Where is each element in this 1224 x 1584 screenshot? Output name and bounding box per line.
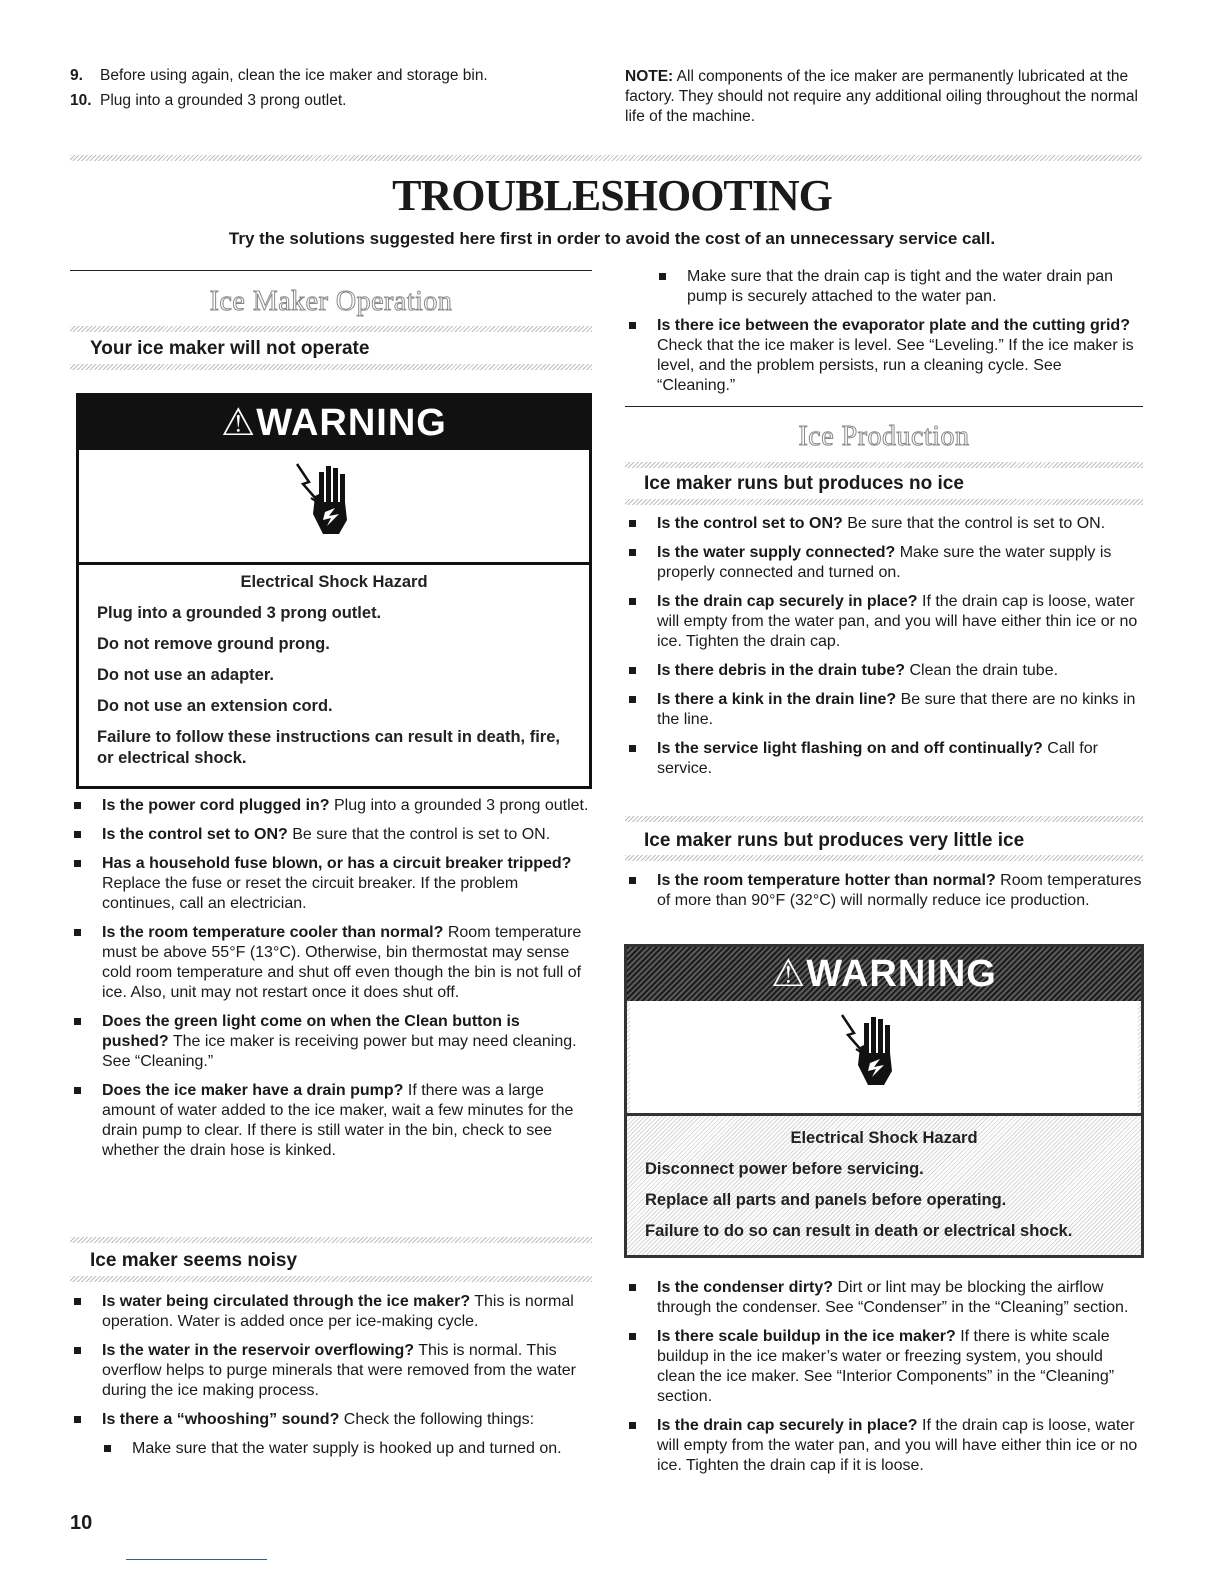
footer-rule bbox=[126, 1559, 267, 1560]
warning-line: Do not remove ground prong. bbox=[97, 635, 330, 653]
step-text: Before using again, clean the ice maker and storage bin. bbox=[100, 67, 488, 84]
note-text: All components of the ice maker are permanently lubricated at the factory. They should not require any additional oiling throughout the normal life of the machine. bbox=[625, 68, 1138, 125]
bullet-icon bbox=[74, 1087, 81, 1094]
heading-divider bbox=[70, 1276, 592, 1282]
note-paragraph bbox=[625, 67, 1145, 127]
condenser-checklist bbox=[625, 1278, 1143, 1485]
list-item: Is the service light flashing on and off continually? Call for service. bbox=[625, 739, 1143, 779]
list-item: Is there a “whooshing” sound? Check the following things: bbox=[70, 1410, 590, 1430]
warning-line: Plug into a grounded 3 prong outlet. bbox=[97, 604, 382, 622]
bullet-icon bbox=[74, 1018, 81, 1025]
list-item: Is water being circulated through the ice maker? This is normal operation. Water is added once per ice-making cycle. bbox=[70, 1292, 590, 1332]
list-item: Is the control set to ON? Be sure that the control is set to ON. bbox=[70, 825, 590, 845]
hazard-title: Electrical Shock Hazard bbox=[240, 573, 428, 591]
step-number: 9. bbox=[70, 67, 83, 84]
step-text: Plug into a grounded 3 prong outlet. bbox=[100, 92, 347, 109]
list-item: Is the control set to ON? Be sure that the control is set to ON. bbox=[625, 514, 1143, 534]
section-rule bbox=[625, 406, 1143, 407]
step-number: 10. bbox=[70, 92, 92, 109]
page-title: TROUBLESHOOTING bbox=[392, 171, 832, 220]
top-divider bbox=[70, 155, 1142, 161]
bullet-icon bbox=[629, 520, 636, 527]
no-ice-checklist bbox=[625, 514, 1143, 788]
bullet-icon bbox=[629, 1333, 636, 1340]
section-title-ice-maker-operation: Ice Maker Operation bbox=[209, 286, 453, 317]
warning-text bbox=[627, 1128, 1141, 1252]
step-10 bbox=[70, 91, 590, 111]
noisy-checklist-continued bbox=[625, 267, 1143, 405]
bullet-icon bbox=[74, 1298, 81, 1305]
bullet-icon bbox=[629, 667, 636, 674]
list-item: Is there ice between the evaporator plate and the cutting grid? Check that the ice maker is level. See “Leveling.” If the ice maker is level, and the problem persists, run a cleaning cycle. See “Cleaning.” bbox=[625, 316, 1143, 396]
section-divider bbox=[625, 462, 1143, 468]
warning-separator bbox=[627, 1113, 1141, 1116]
page-number: 10 bbox=[70, 1512, 93, 1534]
warning-separator bbox=[79, 562, 589, 565]
list-item: Is the drain cap securely in place? If the drain cap is loose, water will empty from the water pan, and you will have either thin ice or no ice. Tighten the drain cap. bbox=[625, 592, 1143, 652]
list-item: Has a household fuse blown, or has a circuit breaker tripped? Replace the fuse or reset the circuit breaker. If the problem continues, call an electrician. bbox=[70, 854, 590, 914]
warning-line: Replace all parts and panels before operating. bbox=[645, 1191, 1007, 1209]
warning-banner: ⚠WARNING bbox=[627, 947, 1141, 1001]
shock-hazard-icon-area bbox=[630, 1001, 1138, 1113]
heading-divider bbox=[70, 364, 592, 370]
list-item: Is there a kink in the drain line? Be sure that there are no kinks in the line. bbox=[625, 690, 1143, 730]
electrical-shock-hand-icon bbox=[834, 1009, 904, 1099]
warning-box-servicing bbox=[624, 944, 1144, 1258]
list-item: Is the water in the reservoir overflowing? This is normal. This overflow helps to purge minerals that were removed from the water during the ice making process. bbox=[70, 1341, 590, 1401]
warning-line: Do not use an adapter. bbox=[97, 666, 274, 684]
page-subtitle: Try the solutions suggested here first in order to avoid the cost of an unnecessary service call. bbox=[228, 229, 996, 248]
warning-box-operate bbox=[76, 393, 592, 789]
hazard-title: Electrical Shock Hazard bbox=[790, 1129, 978, 1147]
bullet-icon bbox=[659, 273, 666, 280]
list-sub-item: Make sure that the drain cap is tight and the water drain pan pump is securely attached to the water pan. bbox=[625, 267, 1143, 307]
bullet-icon bbox=[74, 1347, 81, 1354]
section-title-ice-production: Ice Production bbox=[798, 421, 970, 452]
warning-text bbox=[79, 572, 589, 779]
bullet-icon bbox=[629, 322, 636, 329]
warning-line: Failure to do so can result in death or electrical shock. bbox=[645, 1222, 1073, 1240]
heading-no-ice: Ice maker runs but produces no ice bbox=[644, 473, 964, 494]
list-item: Is the condenser dirty? Dirt or lint may be blocking the airflow through the condenser. See “Condenser” in the “Cleaning” section. bbox=[625, 1278, 1143, 1318]
section-rule bbox=[70, 270, 592, 271]
warning-line: Disconnect power before servicing. bbox=[645, 1160, 924, 1178]
top-steps bbox=[70, 66, 590, 116]
section-divider bbox=[70, 326, 592, 332]
warning-banner: ⚠WARNING bbox=[79, 396, 589, 450]
list-item: Is the room temperature hotter than normal? Room temperatures of more than 90°F (32°C) will normally reduce ice production. bbox=[625, 871, 1143, 911]
operate-checklist bbox=[70, 796, 590, 1170]
warning-line: Failure to follow these instructions can result in death, fire, or electrical shock. bbox=[97, 728, 560, 767]
list-item: Is the power cord plugged in? Plug into a grounded 3 prong outlet. bbox=[70, 796, 590, 816]
little-ice-checklist bbox=[625, 871, 1143, 920]
heading-noisy: Ice maker seems noisy bbox=[90, 1250, 298, 1271]
list-item: Does the ice maker have a drain pump? If there was a large amount of water added to the ice maker, wait a few minutes for the drain pump to clear. If there is still water in the bin, check to see whether the drain hose is kinked. bbox=[70, 1081, 590, 1161]
bullet-icon bbox=[74, 929, 81, 936]
warning-line: Do not use an extension cord. bbox=[97, 697, 333, 715]
step-9 bbox=[70, 66, 590, 86]
bullet-icon bbox=[104, 1445, 111, 1452]
list-item: Is the room temperature cooler than normal? Room temperature must be above 55°F (13°C). Otherwise, bin thermostat may sense cold room temperature and shut off even though the bin is not full of ice. Also, unit may not restart once it does shut off. bbox=[70, 923, 590, 1003]
bullet-icon bbox=[629, 696, 636, 703]
list-item: Is there debris in the drain tube? Clean the drain tube. bbox=[625, 661, 1143, 681]
bullet-icon bbox=[74, 831, 81, 838]
list-item: Is there scale buildup in the ice maker? If there is white scale buildup in the ice maker’s water or freezing system, you should clean the ice maker. See “Interior Components” in the “Cleaning” section. bbox=[625, 1327, 1143, 1407]
bullet-icon bbox=[629, 1422, 636, 1429]
heading-will-not-operate: Your ice maker will not operate bbox=[90, 338, 370, 359]
note-label: NOTE: bbox=[625, 68, 674, 85]
shock-hazard-icon-area bbox=[79, 450, 589, 562]
electrical-shock-hand-icon bbox=[289, 458, 359, 548]
bullet-icon bbox=[629, 745, 636, 752]
bullet-icon bbox=[629, 598, 636, 605]
list-item: Is the drain cap securely in place? If the drain cap is loose, water will empty from the water pan, and you will have either thin ice or no ice. Tighten the drain cap if it is loose. bbox=[625, 1416, 1143, 1476]
list-item: Is the water supply connected? Make sure the water supply is properly connected and turned on. bbox=[625, 543, 1143, 583]
heading-divider bbox=[625, 499, 1143, 505]
bullet-icon bbox=[629, 549, 636, 556]
list-sub-item: Make sure that the water supply is hooked up and turned on. bbox=[70, 1439, 590, 1459]
heading-divider bbox=[625, 816, 1143, 822]
heading-divider bbox=[625, 855, 1143, 861]
heading-little-ice: Ice maker runs but produces very little ice bbox=[644, 830, 1025, 851]
list-item: Does the green light come on when the Clean button is pushed? The ice maker is receiving power but may need cleaning. See “Cleaning.” bbox=[70, 1012, 590, 1072]
heading-divider bbox=[70, 1237, 592, 1243]
bullet-icon bbox=[629, 1284, 636, 1291]
bullet-icon bbox=[629, 877, 636, 884]
noisy-checklist bbox=[70, 1292, 590, 1468]
bullet-icon bbox=[74, 860, 81, 867]
bullet-icon bbox=[74, 802, 81, 809]
bullet-icon bbox=[74, 1416, 81, 1423]
